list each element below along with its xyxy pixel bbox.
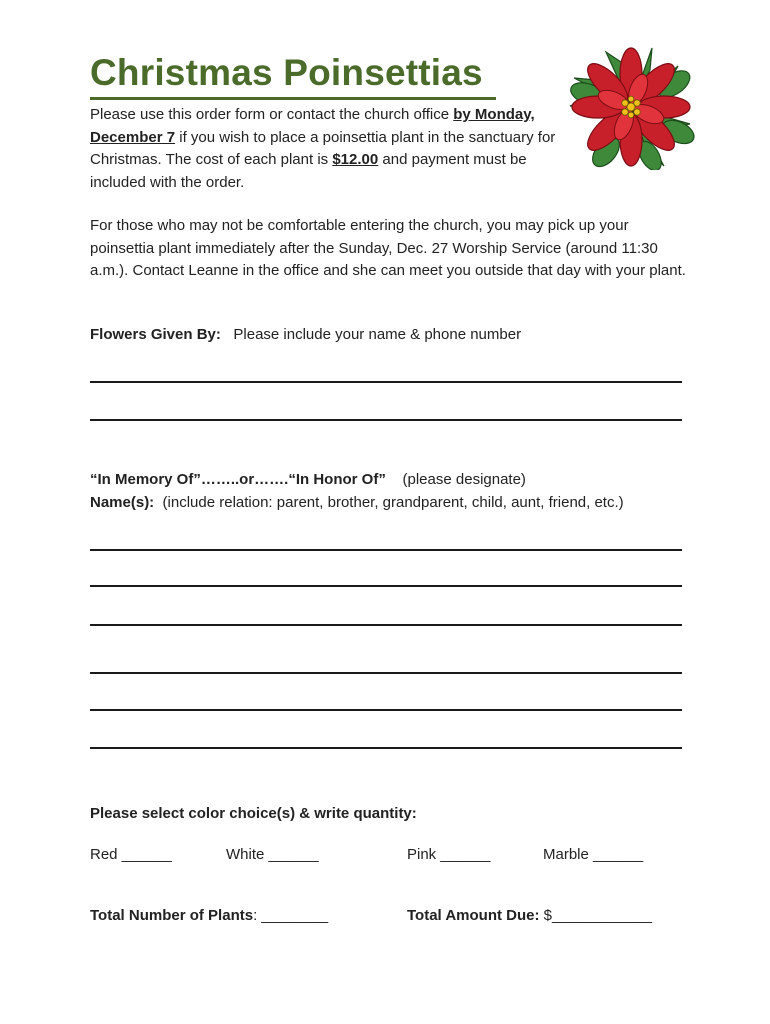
names-line-1[interactable] bbox=[90, 549, 682, 551]
names-hint: (include relation: parent, brother, grandparent, child, aunt, friend, etc.) bbox=[162, 494, 624, 511]
total-amount-row[interactable] bbox=[407, 907, 652, 924]
names-line-2[interactable] bbox=[90, 585, 682, 587]
names-line-3[interactable] bbox=[90, 624, 682, 626]
color-option-red[interactable]: Red ______ bbox=[90, 846, 172, 863]
title-underline bbox=[90, 97, 496, 100]
order-deadline: by Monday, December 7 bbox=[90, 106, 535, 146]
total-plants-row[interactable] bbox=[90, 907, 328, 924]
poinsettia-icon bbox=[566, 44, 696, 170]
intro-text-cont: if you wish to place a poinsettia plant in the sanctuary for Christmas. The cost of each plant is bbox=[90, 128, 556, 168]
intro-paragraph bbox=[90, 104, 570, 194]
color-option-pink[interactable]: Pink ______ bbox=[407, 846, 491, 863]
memory-label: “In Memory Of”……..or…….“In Honor Of” bbox=[90, 471, 386, 488]
names-line-6[interactable] bbox=[90, 747, 682, 749]
total-plants-label: Total Number of Plants bbox=[90, 907, 254, 924]
intro-text: Please use this order form or contact the church office bbox=[90, 106, 454, 123]
given-by-line-1[interactable] bbox=[90, 381, 682, 383]
given-by-hint: Please include your name & phone number bbox=[233, 326, 522, 343]
plant-price: $12.00 bbox=[332, 151, 379, 168]
pickup-paragraph: For those who may not be comfortable entering the church, you may pick up your poinsettia plant immediately after the Sunday, Dec. 27 Worship Service (around 11:30 a.m.). Contact Leanne in the office and she can meet you outside that day with your plant. bbox=[90, 217, 686, 279]
names-label: Name(s): bbox=[90, 494, 155, 511]
color-option-marble[interactable]: Marble ______ bbox=[543, 846, 644, 863]
page-title: Christmas Poinsettias bbox=[90, 52, 483, 93]
names-line-5[interactable] bbox=[90, 709, 682, 711]
color-option-white[interactable]: White ______ bbox=[226, 846, 319, 863]
total-plants-blank[interactable]: : ________ bbox=[253, 907, 329, 924]
given-by-row bbox=[90, 326, 521, 343]
memory-hint: (please designate) bbox=[402, 471, 526, 488]
color-choice-heading: Please select color choice(s) & write quantity: bbox=[90, 805, 417, 822]
names-row bbox=[90, 494, 624, 511]
intro-text-end: and payment must be included with the order. bbox=[90, 151, 527, 191]
names-line-4[interactable] bbox=[90, 672, 682, 674]
given-by-label: Flowers Given By: bbox=[90, 326, 221, 343]
total-amount-label: Total Amount Due: bbox=[407, 907, 540, 924]
memory-row bbox=[90, 471, 526, 488]
total-amount-blank[interactable]: $____________ bbox=[539, 907, 653, 924]
given-by-line-2[interactable] bbox=[90, 419, 682, 421]
